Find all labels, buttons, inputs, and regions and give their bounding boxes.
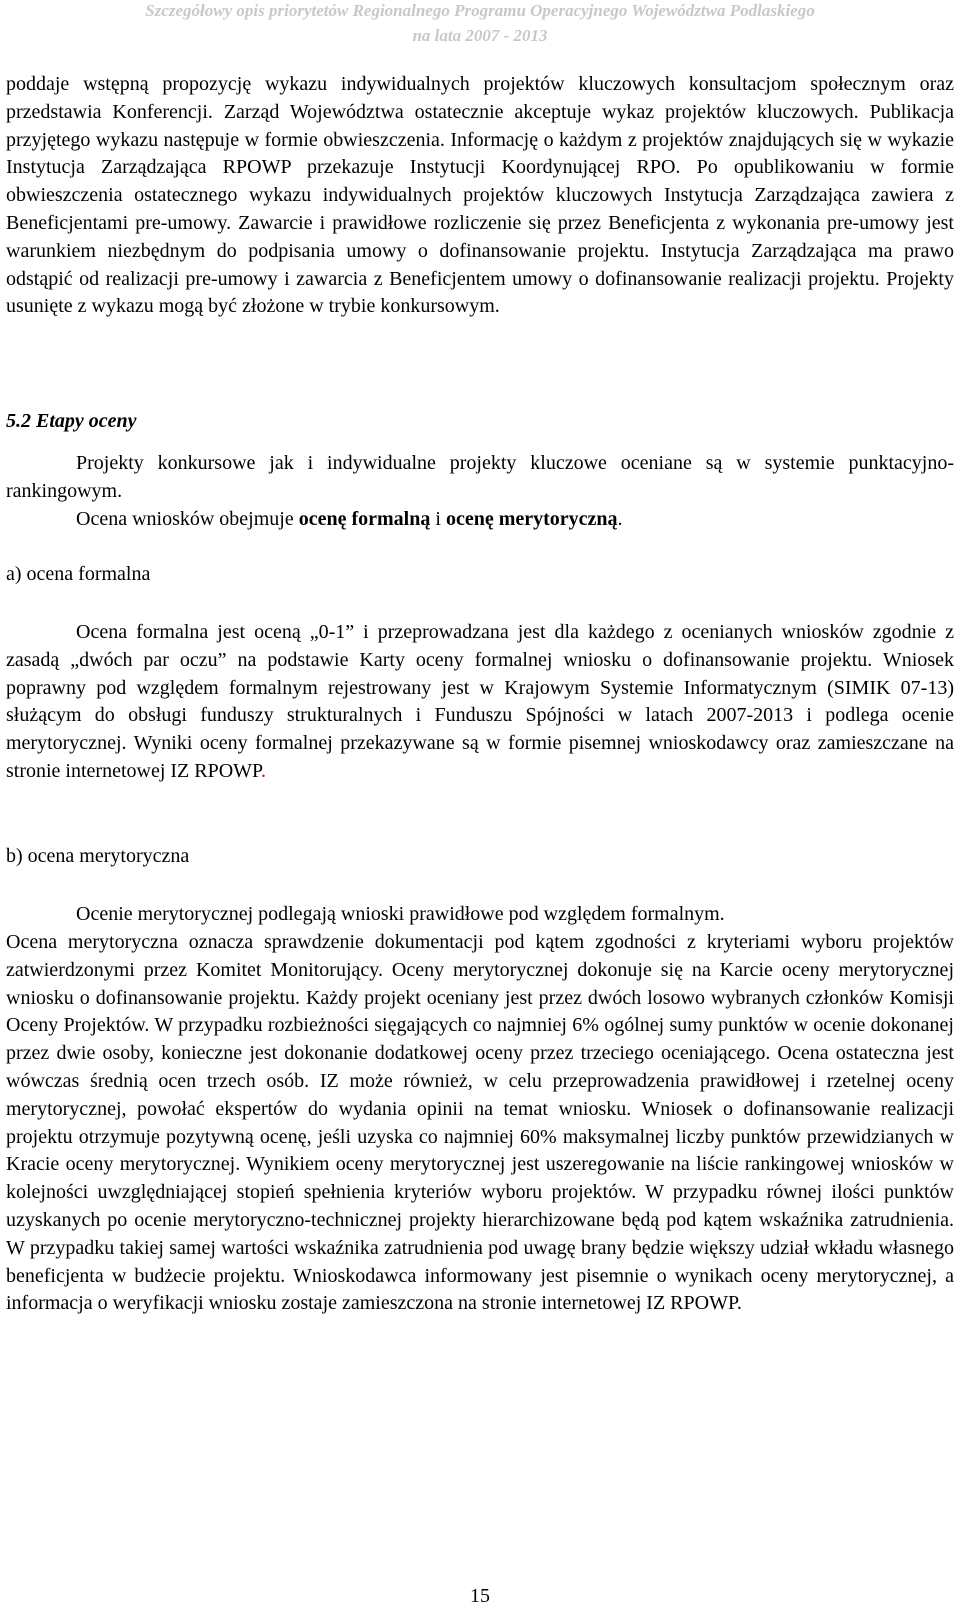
formal-evaluation-term: ocenę formalną (298, 508, 431, 530)
paragraph-merit-evaluation: Ocena merytoryczna oznacza sprawdzenie dokumentacji pod kątem zgodności z kryteriami wyboru projektów zatwierdzonymi przez Komitet Monitorujący. Oceny merytorycznej dokonuje się na Karcie oceny merytorycznej wniosku o dofinansowanie projektu. Każdy projekt oceniany jest przez dwóch losowo wybranych członków Komisji Oceny Projektów. W przypadku rozbieżności sięgających co najmniej 6% ogólnej sumy punktów w ocenie dokonanej przez dwie osoby, konieczne jest dokonanie dodatkowej oceny przez trzeciego oceniającego. Ocena ostateczna jest wówczas średnią ocen trzech osób. IZ może również, w celu przeprowadzenia prawidłowej i rzetelnej oceny merytorycznej, powołać ekspertów do wydania opinii na temat wniosku. Wniosek o dofinansowanie realizacji projektu otrzymuje pozytywną ocenę, jeśli uzyska co najmniej 60% maksymalnej liczby punktów przewidzianych w Kracie oceny merytorycznej. Wynikiem oceny merytorycznej jest uszeregowanie na liście rankingowej wniosków w kolejności uwzględniającej stopień spełnienia kryteriów wyboru projektów. W przypadku równej ilości punktów uzyskanych po ocenie merytoryczno-technicznej projekty hierarchizowane będą pod kątem wskaźnika zatrudnienia. W przypadku takiej samej wartości wskaźnika zatrudnienia pod uwagę brany będzie większy udział wkładu własnego beneficjenta w budżecie projektu. Wnioskodawca informowany jest pisemnie o wynikach oceny merytorycznej, a informacja o weryfikacji wniosku zostaje zamieszczona na stronie internetowej IZ RPOWP. (6, 931, 954, 1315)
header-title: Szczegółowy opis priorytetów Regionalnego Programu Operacyjnego Województwa Podlaskiego (145, 1, 815, 20)
page-number: 15 (470, 1585, 490, 1607)
section-heading: 5.2 Etapy oceny (6, 410, 137, 432)
subheading-formal: a) ocena formalna (6, 563, 151, 585)
paragraph-key-projects: poddaje wstępną propozycję wykazu indywidualnych projektów kluczowych konsultacjom społecznym oraz przedstawia Konferencji. Zarząd Województwa ostatecznie akceptuje wykaz projektów kluczowych. Publikacja przyjętego wykazu następuje w formie obwieszczenia. Informację o każdym z projektów znajdujących się w wykazie Instytucja Zarządzająca RPOWP przekazuje Instytucji Koordynującej RPO. Po opublikowaniu w formie obwieszczenia ostatecznego wykazu indywidualnych projektów kluczowych Instytucja Zarządzająca zawiera z Beneficjentami pre-umowy. Zawarcie i prawidłowe rozliczenie się przez Beneficjenta z wykonania pre-umowy jest warunkiem niezbędnym do podpisania umowy o dofinansowanie projektu. Instytucja Zarządzająca ma prawo odstąpić od realizacji pre-umowy i zawarcia z Beneficjentem umowy o dofinansowanie realizacji projektu. Projekty usunięte z wykazu mogą być złożone w trybie konkursowym. (6, 73, 954, 318)
paragraph-formal-evaluation (6, 619, 954, 786)
paragraph-evaluation-scope (76, 506, 954, 534)
subheading-merit: b) ocena merytoryczna (6, 845, 190, 867)
scope-prefix: Ocena wniosków obejmuje (76, 508, 299, 530)
paragraph-merit-intro: Ocenie merytorycznej podlegają wnioski prawidłowe pod względem formalnym. (76, 903, 725, 925)
merit-evaluation-term: ocenę merytoryczną (445, 508, 618, 530)
scope-suffix: . (617, 508, 623, 530)
scope-mid: i (430, 508, 446, 530)
paragraph-evaluation-system: Projekty konkursowe jak i indywidualne projekty kluczowe oceniane są w systemie punktacyjno-rankingowym. (6, 452, 954, 502)
formal-evaluation-text: Ocena formalna jest oceną „0-1” i przeprowadzana jest dla każdego z ocenianych wniosków zgodnie z zasadą „dwóch par oczu” na podstawie Karty oceny formalnej wniosku o dofinansowanie projektu. Wniosek poprawny pod względem formalnym rejestrowany jest w Krajowym Systemie Informatycznym (SIMIK 07-13) służącym do obsługi funduszy strukturalnych i Funduszu Spójności w latach 2007-2013 i podlega ocenie merytorycznej. Wyniki oceny formalnej przekazywane są w formie pisemnej wnioskodawcy oraz zamieszczane na stronie internetowej IZ RPOWP (6, 621, 954, 782)
header-subtitle: na lata 2007 - 2013 (412, 26, 548, 45)
formal-evaluation-dot: . (260, 759, 266, 782)
